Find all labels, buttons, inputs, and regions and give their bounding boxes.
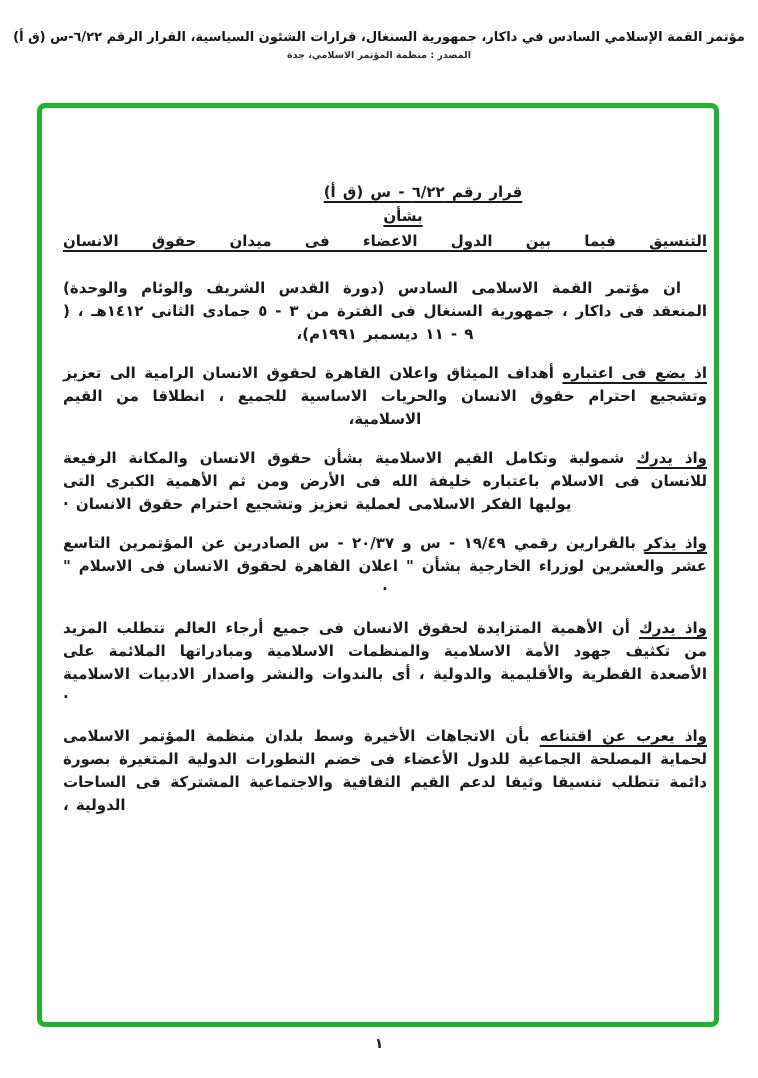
paragraph-lead: اذ يضع فى اعتباره (562, 364, 707, 382)
paragraph-text: شمولية وتكامل القيم الاسلامية بشأن حقوق الانسان والمكانة الرفيعة للانسان فى الاسلام باعتباره خليفة الله فى الأرض ومن ثم الأهمية الكبرى التى يوليها الفكر الاسلامى لعملية تعزيز وتشجيع احترام حقوق الانسان · (63, 449, 707, 513)
resolution-subject-line: التنسيق فيما بين الدول الاعضاء فى ميدان حقوق الانسان (63, 232, 707, 250)
paragraph-lead: واذ يدرك (636, 449, 707, 467)
resolution-title-block (63, 180, 707, 253)
page-number: ١ (374, 1036, 384, 1052)
paragraph-lead: واذ يعرب عن اقتناعه (539, 727, 707, 745)
header-title-line: مؤتمر القمة الإسلامي السادس في داكار، جمهورية السنغال، قرارات الشئون السياسية، القرار الرقم ٦/٢٢-س (ق أ) (13, 30, 745, 45)
resolution-number-line: قرار رقم ٦/٢٢ - س (ق أ) (323, 183, 523, 201)
paragraph-text: بأن الاتجاهات الأخيرة وسط بلدان منظمة المؤتمر الاسلامى لحماية المصلحة الجماعية للدول الأعضاء فى خضم التطورات الدولية المتغيرة بصورة دائمة تتطلب تنسيقا وثيقا لدعم القيم الثقافية والاجتماعية المشتركة فى الساحات الدولية ، (63, 727, 707, 814)
paragraph-text: ان مؤتمر القمة الاسلامى السادس (دورة القدس الشريف والوئام والوحدة) المنعقد فى داكار ، جمهورية السنغال فى الفترة من ٣ - ٥ جمادى الثانى ١٤١٢هـ ، ( ٩ - ١١ ديسمبر ١٩٩١م)، (63, 279, 707, 343)
document-header (6, 30, 752, 61)
paragraph-aware (63, 617, 707, 709)
paragraph-text: أهداف الميثاق واعلان القاهرة لحقوق الانسان الرامية الى تعزيز وتشجيع احترام حقوق الانسان والحريات الاساسية للجميع ، انطلاقا من القيم الاسلامية، (63, 364, 707, 428)
paragraph-recognizing (63, 447, 707, 516)
paragraph-lead: واذ يدرك (639, 619, 707, 637)
resolution-regarding-line: بشأن (383, 207, 423, 225)
scanned-document-text (63, 180, 707, 833)
paragraph-text: أن الأهمية المتزايدة لحقوق الانسان فى جميع أرجاء العالم تتطلب المزيد من تكثيف جهود الأمة الاسلامية والمنظمات الاسلامية ومبادراتها الملائمة على الأصعدة القطرية والأقليمية والدولية ، أى بالندوات والنشر واصدار الادبيات الاسلامية · (63, 619, 707, 706)
paragraph-recalling (63, 532, 707, 601)
paragraph-conviction (63, 725, 707, 817)
paragraph-considering (63, 362, 707, 431)
paragraph-text: بالقرارين رقمي ١٩/٤٩ - س و ٢٠/٣٧ - س الصادرين عن المؤتمرين التاسع عشر والعشرين لوزراء الخارجية بشأن " اعلان القاهرة لحقوق الانسان فى الاسلام " · (63, 534, 707, 598)
header-source-line: المصدر : منظمة المؤتمر الاسلامي، جدة (287, 50, 471, 61)
paragraph-lead: واذ يذكر (644, 534, 707, 552)
green-highlight-frame (37, 103, 719, 1027)
paragraph-preamble (63, 277, 707, 346)
